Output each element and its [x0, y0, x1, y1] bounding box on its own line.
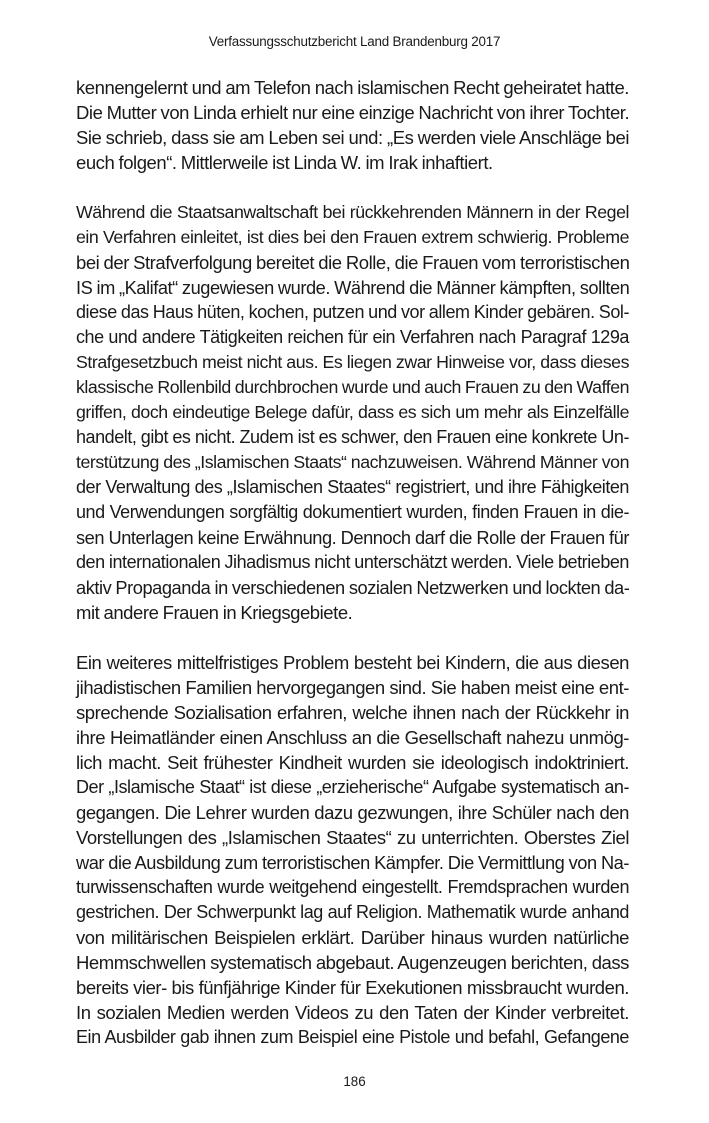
page-number: 186 — [343, 1074, 366, 1089]
text-line: gegangen. Die Lehrer wurden dazu gezwungen, ihre Schüler nach den — [76, 802, 629, 823]
text-line: Ein weiteres mittelfristiges Problem besteht bei Kindern, die aus diesen — [76, 652, 629, 673]
text-line: klassische Rollenbild durchbrochen wurde und auch Frauen zu den Waffen — [76, 377, 630, 397]
text-line: griffen, doch eindeutige Belege dafür, dass es sich um mehr als Einzelfälle — [76, 402, 629, 422]
text-line: ein Verfahren einleitet, ist dies bei den Frauen extrem schwierig. Probleme — [76, 227, 629, 247]
text-line: euch folgen“. Mittlerweile ist Linda W. im Irak inhaftiert. — [76, 152, 493, 173]
text-line: sen Unterlagen keine Erwähnung. Dennoch darf die Rolle der Frauen für — [76, 527, 629, 548]
text-line: sprechende Sozialisation erfahren, welche ihnen nach der Rückkehr in — [76, 702, 629, 723]
running-header: Verfassungsschutzbericht Land Brandenburg 2017 — [208, 34, 501, 49]
text-line: Sie schrieb, dass sie am Leben sei und: „Es werden viele Anschläge bei — [76, 127, 629, 148]
text-line: von militärischen Beispielen erklärt. Darüber hinaus wurden natürliche — [76, 927, 629, 948]
text-line: ihre Heimatländer einen Anschluss an die Gesellschaft nahezu unmög- — [76, 727, 629, 748]
text-line: jihadistischen Familien hervorgegangen sind. Sie haben meist eine ent- — [76, 677, 629, 698]
body-text — [76, 75, 629, 1075]
text-line: Die Mutter von Linda erhielt nur eine einzige Nachricht von ihrer Tochter. — [76, 102, 630, 123]
paragraph — [76, 75, 629, 175]
text-line: terstützung des „Islamischen Staats“ nachzuweisen. Während Männer von — [76, 452, 629, 472]
text-line: der Verwaltung des „Islamischen Staates“ registriert, und ihre Fähigkeiten — [76, 477, 629, 497]
paragraph — [76, 200, 629, 625]
text-line: handelt, gibt es nicht. Zudem ist es schwer, den Frauen eine konkrete Un- — [76, 427, 629, 447]
text-line: In sozialen Medien werden Videos zu den Taten der Kinder verbreitet. — [76, 1002, 629, 1023]
text-line: und Verwendungen sorgfältig dokumentiert wurden, finden Frauen in die- — [76, 502, 629, 522]
text-line: mit andere Frauen in Kriegsgebiete. — [76, 602, 353, 623]
text-line: che und andere Tätigkeiten reichen für ein Verfahren nach Paragraf 129a — [76, 327, 629, 347]
text-line: Strafgesetzbuch meist nicht aus. Es liegen zwar Hinweise vor, dass dieses — [76, 352, 629, 372]
text-line: Hemmschwellen systematisch abgebaut. Augenzeugen berichten, dass — [76, 952, 629, 973]
text-line: turwissenschaften wurde weitgehend eingestellt. Fremdsprachen wurden — [76, 877, 629, 897]
text-line: kennengelernt und am Telefon nach islamischen Recht geheiratet hatte. — [76, 77, 629, 98]
text-line: bei der Strafverfolgung bereitet die Rolle, die Frauen vom terroristischen — [76, 252, 630, 273]
text-line: Der „Islamische Staat“ ist diese „erzieherische“ Aufgabe systematisch an- — [76, 777, 629, 797]
text-line: IS im „Kalifat“ zugewiesen wurde. Während die Männer kämpften, sollten — [76, 277, 630, 298]
paragraph — [76, 650, 629, 1050]
text-line: diese das Haus hüten, kochen, putzen und vor allem Kinder gebären. Sol- — [76, 302, 629, 322]
text-line: lich macht. Seit frühester Kindheit wurden sie ideologisch indoktriniert. — [76, 752, 629, 773]
text-line: Ein Ausbilder gab ihnen zum Beispiel eine Pistole und befahl, Gefangene — [76, 1027, 629, 1047]
text-line: gestrichen. Der Schwerpunkt lag auf Religion. Mathematik wurde anhand — [76, 902, 629, 922]
text-line: Während die Staatsanwaltschaft bei rückkehrenden Männern in der Regel — [76, 202, 629, 222]
text-line: war die Ausbildung zum terroristischen Kämpfer. Die Vermittlung von Na- — [76, 852, 629, 873]
text-line: bereits vier- bis fünfjährige Kinder für Exekutionen missbraucht wurden. — [76, 977, 629, 998]
text-line: Vorstellungen des „Islamischen Staates“ zu unterrichten. Oberstes Ziel — [76, 827, 629, 848]
text-line: aktiv Propaganda in verschiedenen sozialen Netzwerken und lockten da- — [76, 577, 630, 598]
text-line: den internationalen Jihadismus nicht unterschätzt werden. Viele betrieben — [76, 552, 629, 572]
